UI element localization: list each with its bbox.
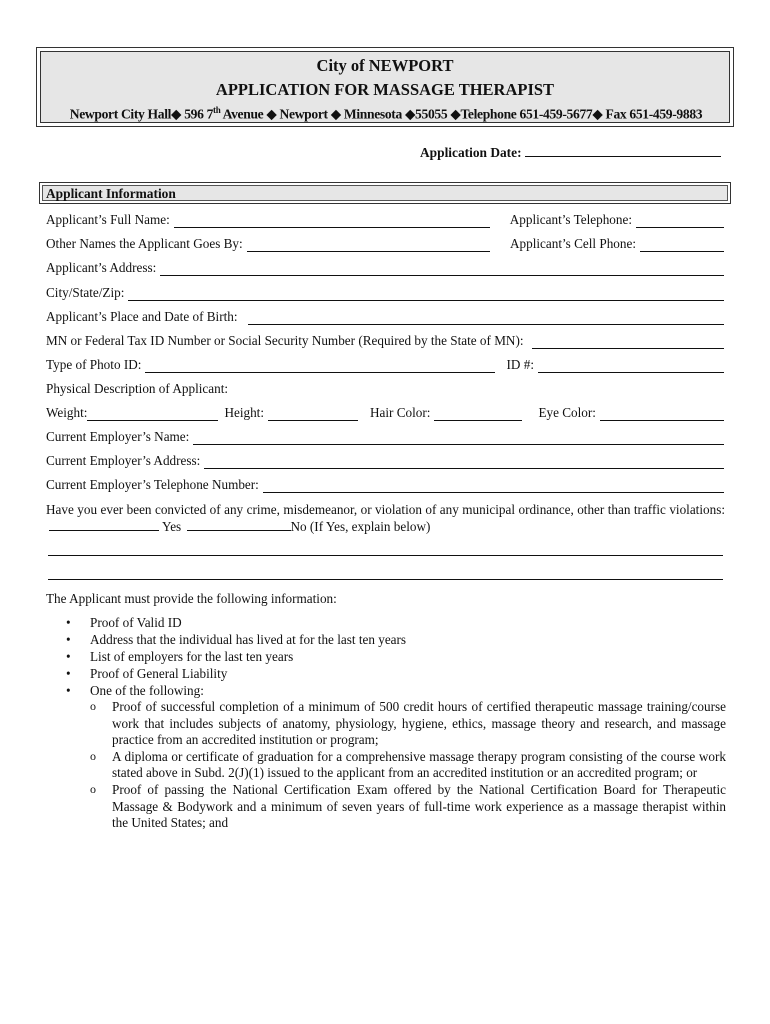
section-title: Applicant Information — [42, 185, 728, 201]
applicant-information-section — [39, 182, 731, 204]
requirement-item: • Address that the individual has lived at for the last ten years — [46, 631, 726, 648]
hair-color-label: Hair Color: — [370, 405, 431, 420]
height-label: Height: — [224, 405, 264, 420]
conviction-question-block — [46, 502, 725, 535]
weight-field[interactable] — [87, 408, 218, 421]
row-physical-description — [46, 381, 724, 397]
address-field[interactable] — [160, 263, 724, 276]
other-names-label: Other Names the Applicant Goes By: — [46, 236, 243, 251]
city-state-zip-field[interactable] — [128, 288, 724, 301]
city-hall-address — [47, 105, 725, 123]
row-employer-name — [46, 429, 724, 445]
requirements-list — [46, 614, 726, 832]
requirement-item-one-of — [46, 682, 726, 832]
application-date-label: Application Date: — [420, 145, 522, 160]
requirement-item: • List of employers for the last ten years — [46, 648, 726, 665]
employer-address-label: Current Employer’s Address: — [46, 453, 201, 468]
application-date-field[interactable] — [525, 145, 721, 157]
address-part-1: Newport City Hall◆ 596 7 — [69, 106, 214, 122]
height-field[interactable] — [268, 408, 358, 421]
explanation-line-2[interactable] — [48, 579, 723, 580]
row-employer-phone — [46, 477, 724, 493]
id-number-label: ID #: — [506, 357, 534, 372]
application-date-row — [420, 145, 721, 161]
conviction-question: Have you ever been convicted of any crime, misdemeanor, or violation of any municipal ordinance, other than traffic violations: — [46, 502, 725, 517]
employer-name-label: Current Employer’s Name: — [46, 429, 190, 444]
city-title: City of NEWPORT — [316, 56, 454, 75]
requirements-intro: The Applicant must provide the following information: — [46, 591, 337, 606]
requirement-item: • Proof of Valid ID — [46, 614, 726, 631]
eye-color-label: Eye Color: — [538, 405, 596, 420]
employer-phone-label: Current Employer’s Telephone Number: — [46, 477, 259, 492]
telephone-field[interactable] — [636, 215, 724, 228]
row-address — [46, 260, 724, 276]
employer-address-field[interactable] — [204, 456, 724, 469]
address-part-2: Avenue ◆ Newport ◆ Minnesota ◆55055 ◆Telephone 651-459-5677◆ Fax 651-459-9883 — [220, 106, 703, 122]
place-dob-label: Applicant’s Place and Date of Birth: — [46, 309, 238, 324]
requirement-sub-item: o Proof of passing the National Certification Exam offered by the National Certification Board for Therapeutic Massage & Bodywork and a minimum of seven years of full-time work experience as a massage therapist within the United States; and — [90, 782, 726, 832]
address-superscript: th — [213, 105, 221, 115]
full-name-label: Applicant’s Full Name: — [46, 212, 170, 227]
row-employer-address — [46, 453, 724, 469]
employer-phone-field[interactable] — [263, 480, 724, 493]
header-shaded-area — [40, 51, 730, 123]
eye-color-field[interactable] — [600, 408, 724, 421]
row-other-names — [46, 236, 724, 252]
id-number-field[interactable] — [538, 360, 724, 373]
explanation-line-1[interactable] — [48, 555, 723, 556]
form-title: APPLICATION FOR MASSAGE THERAPIST — [215, 80, 555, 99]
row-place-dob — [46, 309, 724, 325]
city-state-zip-label: City/State/Zip: — [46, 285, 125, 300]
requirement-sub-list — [90, 699, 726, 832]
tax-id-field[interactable] — [532, 336, 725, 349]
conviction-no-field[interactable] — [187, 519, 291, 531]
row-physical-attributes — [46, 405, 724, 421]
row-tax-id — [46, 333, 724, 349]
requirement-item: • Proof of General Liability — [46, 665, 726, 682]
requirement-sub-item: o Proof of successful completion of a minimum of 500 credit hours of certified therapeutic massage training/course work that includes subjects of anatomy, physiology, hygiene, ethics, massage theory and research, and massage practice from an accredited institution or program; — [90, 699, 726, 749]
cell-phone-field[interactable] — [640, 239, 724, 252]
weight-label: Weight: — [46, 405, 88, 420]
row-city-state-zip — [46, 285, 724, 301]
employer-name-field[interactable] — [193, 432, 724, 445]
tax-id-label: MN or Federal Tax ID Number or Social Security Number (Required by the State of MN): — [46, 333, 524, 348]
conviction-yes-field[interactable] — [49, 519, 159, 531]
photo-id-type-field[interactable] — [145, 360, 494, 373]
row-full-name — [46, 212, 724, 228]
header-box — [36, 47, 734, 127]
photo-id-type-label: Type of Photo ID: — [46, 357, 142, 372]
address-label: Applicant’s Address: — [46, 260, 157, 275]
conviction-yes-label: Yes — [162, 518, 182, 534]
requirement-sub-item: o A diploma or certificate of graduation for a comprehensive massage therapy program consisting of the course work stated above in Subd. 2(J)(1) issued to the applicant from an accredited institution or an accredited program; or — [90, 749, 726, 782]
other-names-field[interactable] — [247, 239, 490, 252]
physical-description-label: Physical Description of Applicant: — [46, 381, 229, 396]
row-photo-id — [46, 357, 724, 373]
telephone-label: Applicant’s Telephone: — [509, 212, 632, 227]
cell-phone-label: Applicant’s Cell Phone: — [509, 236, 636, 251]
requirement-item-label: One of the following: — [90, 683, 204, 698]
place-dob-field[interactable] — [248, 312, 724, 325]
conviction-no-label: No (If Yes, explain below) — [290, 518, 431, 534]
hair-color-field[interactable] — [434, 408, 522, 421]
full-name-field[interactable] — [174, 215, 490, 228]
